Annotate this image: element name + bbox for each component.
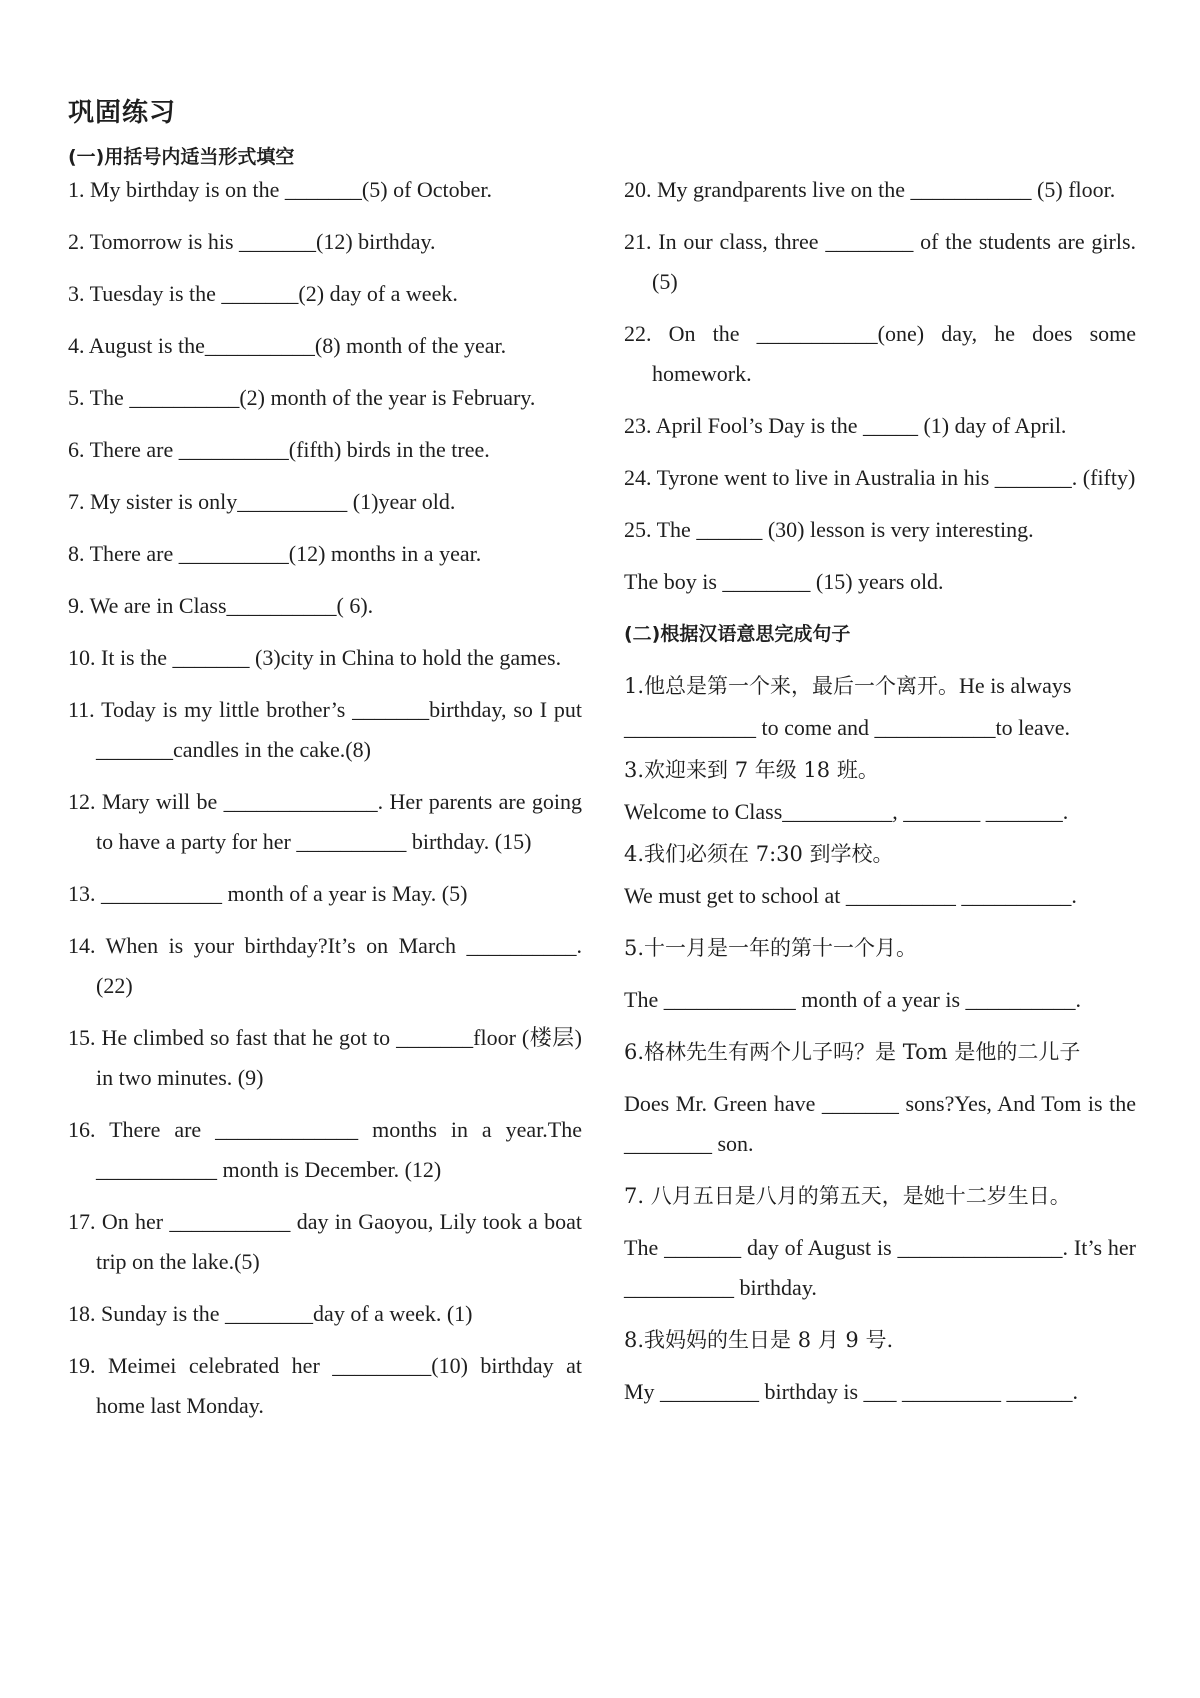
question-20: 20. My grandparents live on the ___________ (5) floor. bbox=[624, 177, 1116, 202]
question-8: 8. There are __________(12) months in a year. bbox=[68, 541, 482, 566]
question-9: 9. We are in Class__________( 6). bbox=[68, 593, 374, 618]
question-14: 14. When is your birthday?It’s on March __________.(22) bbox=[68, 933, 583, 998]
question-13: 13. ___________ month of a year is May. (5) bbox=[68, 881, 468, 906]
question-19: 19. Meimei celebrated her _________(10) birthday at home last Monday. bbox=[68, 1353, 582, 1418]
question-2: 2. Tomorrow is his _______(12) birthday. bbox=[68, 229, 436, 254]
item-5-prompt: 5.十一月是一年的第十一个月。 bbox=[624, 936, 918, 960]
question-7: 7. My sister is only__________ (1)year old. bbox=[68, 489, 456, 514]
question-25: 25. The ______ (30) lesson is very interesting. bbox=[624, 517, 1034, 542]
page-title: 巩固练习 bbox=[68, 98, 177, 128]
item-1: 1.他总是第一个来，最后一个离开。He is always bbox=[624, 673, 1072, 698]
question-4: 4. August is the__________(8) month of the year. bbox=[68, 333, 507, 358]
question-1: 1. My birthday is on the _______(5) of October. bbox=[68, 177, 493, 202]
question-23: 23. April Fool’s Day is the _____ (1) day of April. bbox=[624, 413, 1067, 438]
question-17: 17. On her ___________ day in Gaoyou, Lily took a boat trip on the lake.(5) bbox=[68, 1209, 582, 1274]
question-16: 16. There are _____________ months in a year.The ___________ month is December. (12) bbox=[68, 1117, 582, 1182]
left-column bbox=[68, 170, 582, 1438]
item-5-answer: The ____________ month of a year is __________. bbox=[624, 987, 1082, 1012]
question-10: 10. It is the _______ (3)city in China to hold the games. bbox=[68, 645, 562, 670]
right-column bbox=[624, 170, 1136, 1414]
question-3: 3. Tuesday is the _______(2) day of a week. bbox=[68, 281, 458, 306]
question-5: 5. The __________(2) month of the year is February. bbox=[68, 385, 536, 410]
question-6: 6. There are __________(fifth) birds in the tree. bbox=[68, 437, 490, 462]
question-24: 24. Tyrone went to live in Australia in his _______. (fifty) bbox=[624, 465, 1136, 490]
item-8-prompt: 8.我妈妈的生日是 8 月 9 号. bbox=[624, 1328, 894, 1352]
extra-line: The boy is ________ (15) years old. bbox=[624, 569, 944, 594]
question-15: 15. He climbed so fast that he got to _______floor (楼层) in two minutes. (9) bbox=[68, 1025, 582, 1090]
item-4-prompt: 4.我们必须在 7:30 到学校。 bbox=[624, 842, 894, 866]
section-one-heading: (一)用括号内适当形式填空 bbox=[68, 146, 295, 168]
question-22: 22. On the ___________(one) day, he does some homework. bbox=[624, 321, 1137, 386]
item-8-answer: My _________ birthday is ___ _________ ______. bbox=[624, 1379, 1079, 1404]
question-18: 18. Sunday is the ________day of a week. (1) bbox=[68, 1301, 473, 1326]
item-1-answer: ____________ to come and ___________to leave. bbox=[624, 715, 1071, 740]
section-two-heading: (二)根据汉语意思完成句子 bbox=[624, 623, 851, 645]
item-6-prompt: 6.格林先生有两个儿子吗？是 Tom 是他的二儿子 bbox=[624, 1040, 1081, 1064]
item-7-prompt: 7. 八月五日是八月的第五天，是她十二岁生日。 bbox=[624, 1184, 1071, 1208]
item-3-prompt: 3.欢迎来到 7 年级 18 班。 bbox=[624, 758, 879, 782]
item-4-answer: We must get to school at __________ __________. bbox=[624, 883, 1077, 908]
item-7-answer: The _______ day of August is _______________. It’s her __________ birthday. bbox=[624, 1235, 1136, 1300]
item-6-answer: Does Mr. Green have _______ sons?Yes, And Tom is the ________ son. bbox=[624, 1091, 1136, 1156]
question-21: 21. In our class, three ________ of the students are girls.(5) bbox=[624, 229, 1137, 294]
question-12: 12. Mary will be ______________. Her parents are going to have a party for her __________ birthday. (15) bbox=[68, 789, 582, 854]
item-3-answer: Welcome to Class__________, _______ _______. bbox=[624, 799, 1069, 824]
question-11: 11. Today is my little brother’s _______birthday, so I put _______candles in the cake.(8) bbox=[68, 697, 583, 762]
